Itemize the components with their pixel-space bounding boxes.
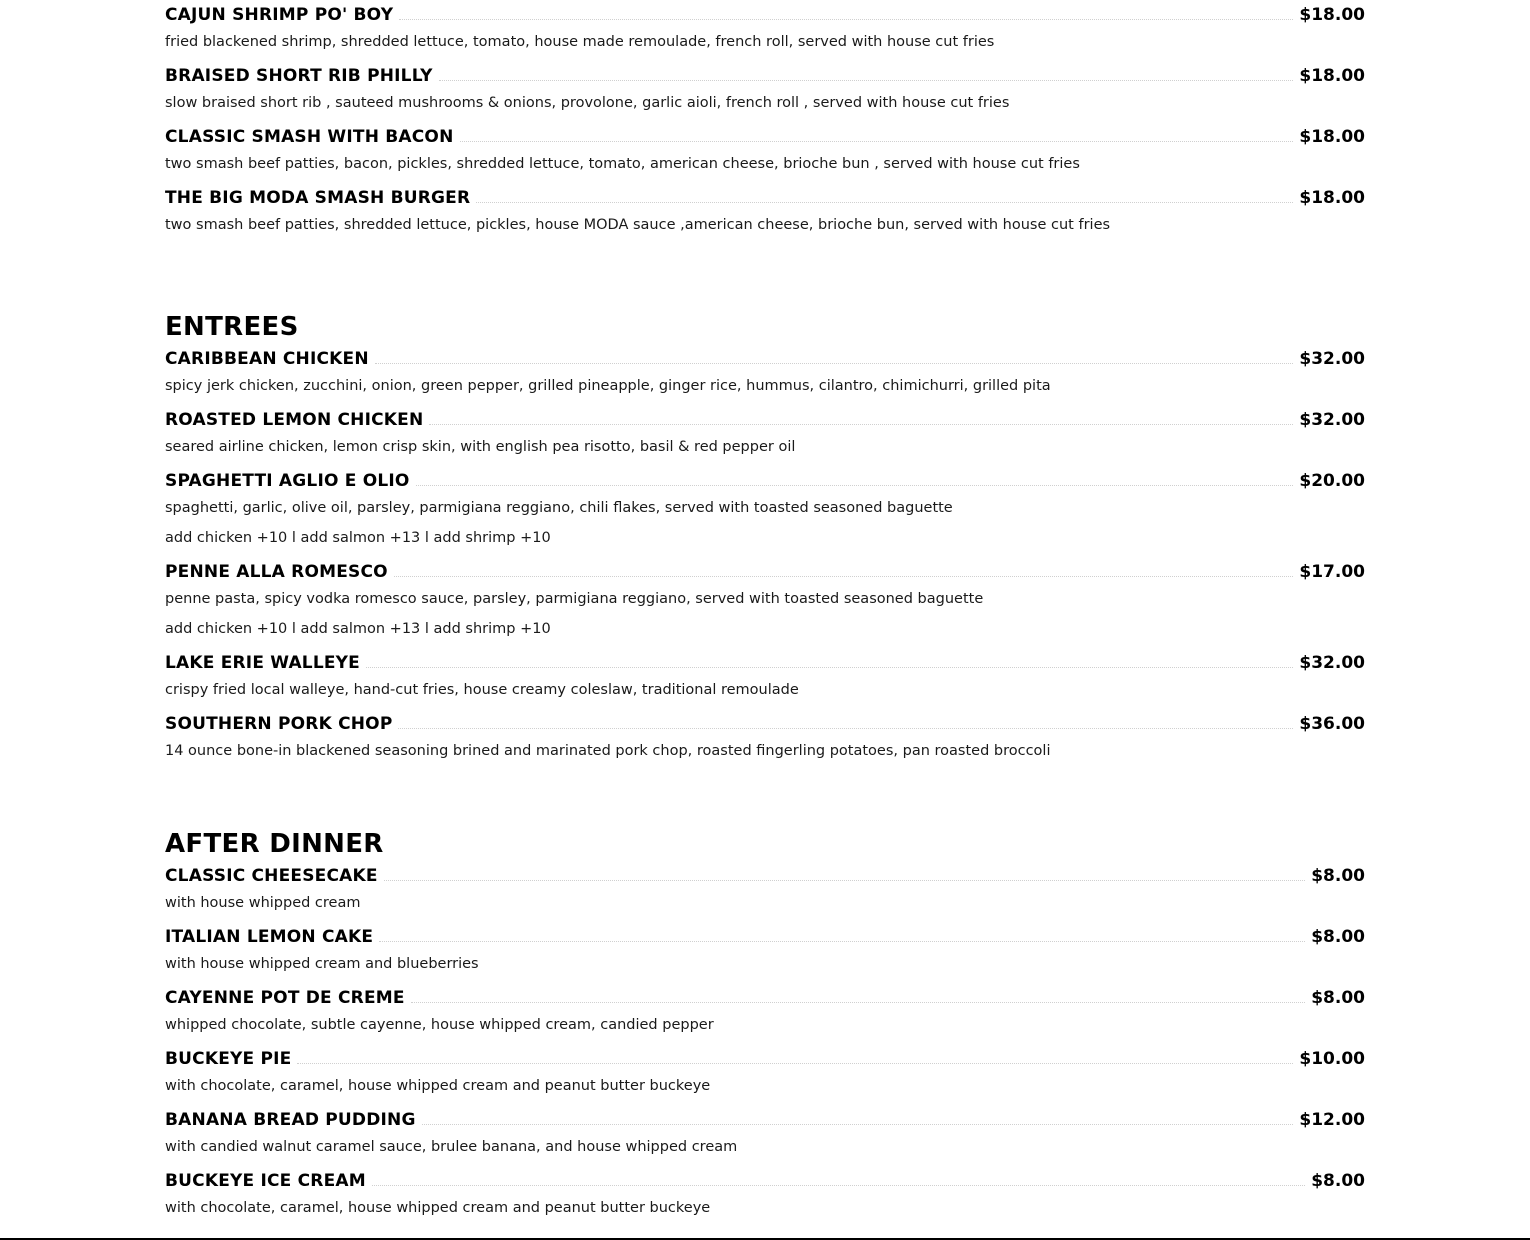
menu-item-description: spicy jerk chicken, zucchini, onion, green pepper, grilled pineapple, ginger rice, hummus, cilantro, chimichurri, grilled pita bbox=[165, 378, 1051, 394]
section-spacer bbox=[165, 239, 1365, 312]
menu-item-header bbox=[165, 704, 1365, 735]
menu-item bbox=[165, 1161, 1365, 1222]
menu-item-description: two smash beef patties, shredded lettuce, pickles, house MODA sauce ,american cheese, brioche bun, served with house cut fries bbox=[165, 217, 1111, 233]
menu-item-header bbox=[165, 400, 1365, 431]
menu-item-header bbox=[165, 0, 1365, 26]
menu-item-header bbox=[165, 643, 1365, 674]
menu-item-header bbox=[165, 117, 1365, 148]
menu-item-header bbox=[165, 861, 1365, 887]
menu-item-description: seared airline chicken, lemon crisp skin, with english pea risotto, basil & red pepper oil bbox=[165, 439, 796, 455]
menu-list bbox=[165, 0, 1365, 1222]
menu-item-name: THE BIG MODA SMASH BURGER bbox=[165, 188, 471, 208]
dotted-leader bbox=[416, 484, 1294, 486]
menu-item-name: PENNE ALLA ROMESCO bbox=[165, 562, 388, 582]
menu-item-price: $8.00 bbox=[1311, 1171, 1365, 1191]
dotted-leader bbox=[476, 201, 1293, 203]
menu-item-name: CLASSIC SMASH WITH BACON bbox=[165, 127, 454, 147]
menu-item-price: $18.00 bbox=[1299, 5, 1365, 25]
menu-item-price: $8.00 bbox=[1311, 927, 1365, 947]
menu-item bbox=[165, 861, 1365, 917]
menu-item-price: $18.00 bbox=[1299, 66, 1365, 86]
dotted-leader bbox=[411, 1001, 1306, 1003]
menu-item bbox=[165, 0, 1365, 56]
menu-item-description: with candied walnut caramel sauce, brulee banana, and house whipped cream bbox=[165, 1139, 738, 1155]
menu-item bbox=[165, 1100, 1365, 1161]
menu-item-name: CARIBBEAN CHICKEN bbox=[165, 349, 369, 369]
menu-item bbox=[165, 978, 1365, 1039]
menu-item-name: CLASSIC CHEESECAKE bbox=[165, 866, 378, 886]
menu-item-price: $18.00 bbox=[1299, 127, 1365, 147]
menu-item bbox=[165, 917, 1365, 978]
dotted-leader bbox=[429, 423, 1293, 425]
menu-item-price: $10.00 bbox=[1299, 1049, 1365, 1069]
menu-item-price: $12.00 bbox=[1299, 1110, 1365, 1130]
menu-item bbox=[165, 461, 1365, 552]
menu-item-header bbox=[165, 978, 1365, 1009]
dotted-leader bbox=[398, 727, 1293, 729]
menu-item-header bbox=[165, 552, 1365, 583]
menu-item bbox=[165, 344, 1365, 400]
menu-item-name: ROASTED LEMON CHICKEN bbox=[165, 410, 424, 430]
dotted-leader bbox=[394, 575, 1294, 577]
menu-item-description: two smash beef patties, bacon, pickles, shredded lettuce, tomato, american cheese, brioche bun , served with house cut fries bbox=[165, 156, 1080, 172]
menu-item-addons: add chicken +10 l add salmon +13 l add shrimp +10 bbox=[165, 621, 551, 637]
menu-item-header bbox=[165, 917, 1365, 948]
menu-section-sandwiches bbox=[165, 0, 1365, 239]
dotted-leader bbox=[297, 1062, 1293, 1064]
menu-item-description: spaghetti, garlic, olive oil, parsley, parmigiana reggiano, chili flakes, served with toasted seasoned baguette bbox=[165, 500, 953, 516]
menu-section-after-dinner bbox=[165, 829, 1365, 1222]
dotted-leader bbox=[439, 79, 1294, 81]
menu-item-description: crispy fried local walleye, hand-cut fries, house creamy coleslaw, traditional remoulade bbox=[165, 682, 799, 698]
menu-item-price: $32.00 bbox=[1299, 349, 1365, 369]
dotted-leader bbox=[366, 666, 1293, 668]
menu-item bbox=[165, 643, 1365, 704]
menu-item-price: $8.00 bbox=[1311, 988, 1365, 1008]
menu-item-header bbox=[165, 1100, 1365, 1131]
section-title: ENTREES bbox=[165, 312, 299, 342]
menu-item-price: $32.00 bbox=[1299, 410, 1365, 430]
menu-item bbox=[165, 56, 1365, 117]
menu-item-price: $8.00 bbox=[1311, 866, 1365, 886]
dotted-leader bbox=[372, 1184, 1305, 1186]
menu-item bbox=[165, 1039, 1365, 1100]
menu-item-header bbox=[165, 461, 1365, 492]
menu-item-name: BUCKEYE PIE bbox=[165, 1049, 292, 1069]
dotted-leader bbox=[399, 18, 1293, 20]
menu-item-description: with chocolate, caramel, house whipped cream and peanut butter buckeye bbox=[165, 1200, 711, 1216]
menu-item-name: BUCKEYE ICE CREAM bbox=[165, 1171, 366, 1191]
menu-item-name: BRAISED SHORT RIB PHILLY bbox=[165, 66, 433, 86]
menu-item-description: with house whipped cream and blueberries bbox=[165, 956, 479, 972]
menu-item-name: CAJUN SHRIMP PO' BOY bbox=[165, 5, 394, 25]
menu-item-header bbox=[165, 344, 1365, 370]
dotted-leader bbox=[460, 140, 1294, 142]
dotted-leader bbox=[422, 1123, 1294, 1125]
menu-item-header bbox=[165, 56, 1365, 87]
menu-item-name: BANANA BREAD PUDDING bbox=[165, 1110, 416, 1130]
menu-section-entrees bbox=[165, 312, 1365, 765]
menu-item-price: $18.00 bbox=[1299, 188, 1365, 208]
menu-item-description: 14 ounce bone-in blackened seasoning brined and marinated pork chop, roasted fingerling potatoes, pan roasted broccoli bbox=[165, 743, 1051, 759]
menu-item-addons: add chicken +10 l add salmon +13 l add shrimp +10 bbox=[165, 530, 551, 546]
dotted-leader bbox=[384, 879, 1306, 881]
dotted-leader bbox=[379, 940, 1305, 942]
menu-item-price: $36.00 bbox=[1299, 714, 1365, 734]
menu-item-price: $17.00 bbox=[1299, 562, 1365, 582]
menu-item bbox=[165, 552, 1365, 643]
section-spacer bbox=[165, 765, 1365, 829]
menu-item bbox=[165, 400, 1365, 461]
menu-item-description: whipped chocolate, subtle cayenne, house whipped cream, candied pepper bbox=[165, 1017, 714, 1033]
section-title: AFTER DINNER bbox=[165, 829, 384, 859]
menu-item-name: SOUTHERN PORK CHOP bbox=[165, 714, 393, 734]
menu-item-name: LAKE ERIE WALLEYE bbox=[165, 653, 360, 673]
menu-item-description: fried blackened shrimp, shredded lettuce, tomato, house made remoulade, french roll, served with house cut fries bbox=[165, 34, 995, 50]
menu-item-header bbox=[165, 1039, 1365, 1070]
menu-item bbox=[165, 704, 1365, 765]
menu-item-header bbox=[165, 1161, 1365, 1192]
menu-item bbox=[165, 178, 1365, 239]
menu-item-description: slow braised short rib , sauteed mushrooms & onions, provolone, garlic aioli, french roll , served with house cut fries bbox=[165, 95, 1010, 111]
menu-item-description: with chocolate, caramel, house whipped cream and peanut butter buckeye bbox=[165, 1078, 711, 1094]
menu-item-description: penne pasta, spicy vodka romesco sauce, parsley, parmigiana reggiano, served with toasted seasoned baguette bbox=[165, 591, 984, 607]
menu-item-header bbox=[165, 178, 1365, 209]
menu-item-description: with house whipped cream bbox=[165, 895, 361, 911]
dotted-leader bbox=[375, 362, 1294, 364]
menu-item-name: SPAGHETTI AGLIO E OLIO bbox=[165, 471, 410, 491]
menu-item-price: $32.00 bbox=[1299, 653, 1365, 673]
menu-item-name: ITALIAN LEMON CAKE bbox=[165, 927, 374, 947]
menu-item-name: CAYENNE POT DE CREME bbox=[165, 988, 405, 1008]
menu-item bbox=[165, 117, 1365, 178]
menu-item-price: $20.00 bbox=[1299, 471, 1365, 491]
